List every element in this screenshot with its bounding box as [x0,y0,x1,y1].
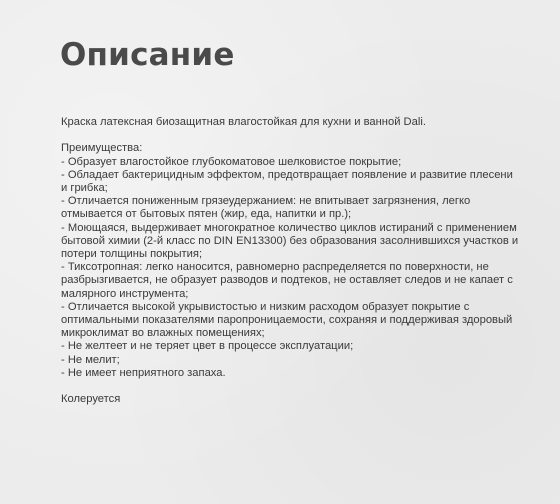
list-item: - Не желтеет и не теряет цвет в процессе эксплуатации; [61,340,354,353]
list-item: - Не имеет неприятного запаха. [61,366,226,379]
tinting-note: Колеруется [61,393,121,406]
list-item: - Отличается высокой укрывистостью и низким расходом образует покрытие с оптимальными показателями паропроницаемости, сохраняя и поддерживая здоровый микроклимат во влажных помещениях; [61,300,513,340]
list-item: - Образует влагостойкое глубокоматовое шелковистое покрытие; [61,155,402,168]
list-item: - Отличается пониженным грязеудержанием: не впитывает загрязнения, легко отмывается от бытовых пятен (жир, еда, напитки и пр.); [61,195,471,221]
spacer [61,380,521,393]
list-item: - Моющаяся, выдерживает многократное количество циклов истираний с применением бытовой химии (2-й класс по DIN EN13300) без образования засолнившихся участков и потери толщины покрытия; [61,221,519,261]
advantages-heading: Преимущества: [61,142,143,155]
list-item: - Тиксотропная: легко наносится, равномерно распределяется по поверхности, не разбрызгивается, не образует разводов и подтеков, не оставляет следов и не капает с малярного инструмента; [61,261,513,300]
page-title: Описание [60,37,235,73]
description-content [61,116,521,406]
list-item: - Обладает бактерицидным эффектом, предотвращает появление и развитие плесени и грибка; [61,168,513,194]
list-item: - Не мелит; [61,353,120,366]
intro-text: Краска латексная биозащитная влагостойкая для кухни и ванной Dali. [61,116,426,128]
spacer [61,129,521,142]
advantages-list [61,156,521,380]
